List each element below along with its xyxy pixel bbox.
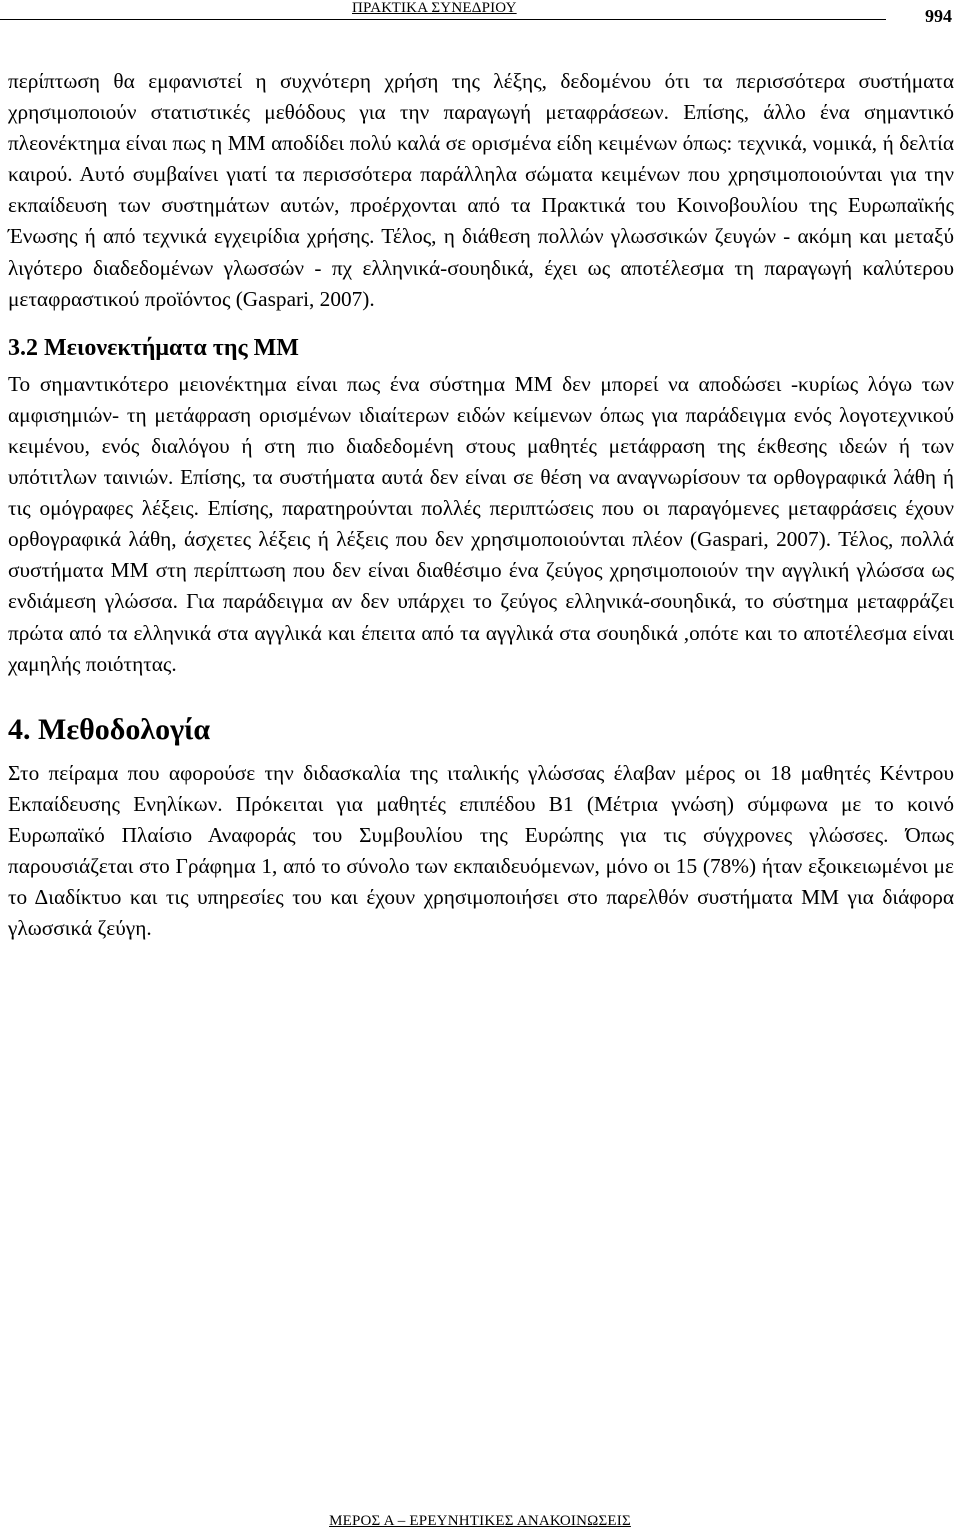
- running-header: [0, 0, 960, 24]
- page-number: 994: [925, 6, 952, 26]
- section-heading-3-2: 3.2 Μειονεκτήματα της ΜΜ: [8, 334, 299, 361]
- section-heading-4: 4. Μεθοδολογία: [8, 712, 211, 746]
- paragraph-advantages: περίπτωση θα εμφανιστεί η συχνότερη χρήση της λέξης, δεδομένου ότι τα περισσότερα συστήματα χρησιμοποιούν στατιστικές μεθόδους για την παραγωγή μεταφράσεων. Επίσης, άλλο ένα σημαντικό πλεονέκτημα είναι πως η ΜΜ αποδίδει πολύ καλά σε ορισμένα είδη κειμένων όπως: τεχνικά, νομικά, ή δελτία καιρού. Αυτό συμβαίνει γιατί τα περισσότερα παράλληλα σώματα κειμένων που χρησιμοποιούνται για την εκπαίδευση των συστημάτων αυτών, προέρχονται από τα Πρακτικά του Κοινοβουλίου της Ευρωπαϊκής Ένωσης ή από τεχνικά εγχειρίδια χρήσης. Τέλος, η διάθεση πολλών γλωσσικών ζευγών - ακόμη και μεταξύ λιγότερο διαδεδομένων γλωσσών - πχ ελληνικά-σουηδικά, έχει ως αποτέλεσμα τη παραγωγή καλύτερου μεταφραστικού προϊόντος (Gaspari, 2007).: [8, 69, 954, 311]
- running-title: ΠΡΑΚΤΙΚΑ ΣΥΝΕΔΡΙΟΥ: [352, 0, 517, 16]
- header-divider: [0, 19, 886, 20]
- page-footer: ΜΕΡΟΣ Α – ΕΡΕΥΝΗΤΙΚΕΣ ΑΝΑΚΟΙΝΩΣΕΙΣ: [329, 1513, 631, 1529]
- paragraph-methodology: Στο πείραμα που αφορούσε την διδασκαλία της ιταλικής γλώσσας έλαβαν μέρος οι 18 μαθητές Κέντρου Εκπαίδευσης Ενηλίκων. Πρόκειται για μαθητές επιπέδου Β1 (Μέτρια γνώση) σύμφωνα με το κοινό Ευρωπαϊκό Πλαίσιο Αναφοράς του Συμβουλίου της Ευρώπης για τις σύγχρονες γλώσσες. Όπως παρουσιάζεται στο Γράφημα 1, από το σύνολο των εκπαιδευόμενων, μόνο οι 15 (78%) ήταν εξοικειωμένοι με το Διαδίκτυο και τις υπηρεσίες του και έχουν χρησιμοποιήσει στο παρελθόν συστήματα ΜΜ για διάφορα γλωσσικά ζεύγη.: [8, 760, 954, 941]
- paragraph-disadvantages: Το σημαντικότερο μειονέκτημα είναι πως ένα σύστημα ΜΜ δεν μπορεί να αποδώσει -κυρίως λόγω των αμφισημιών- τη μετάφραση ορισμένων ιδιαίτερων ειδών κείμενων όπως για παράδειγμα ενός λογοτεχνικού κειμένου, ενός διαλόγου ή στη πιο διαδεδομένη στους μαθητές μετάφραση της έκθεσης ιδεών ή των υπότιτλων ταινιών. Επίσης, τα συστήματα αυτά δεν είναι σε θέση να αναγνωρίσουν τα ορθογραφικά λάθη ή τις ομόγραφες λέξεις. Επίσης, παρατηρούνται πολλές περιπτώσεις που οι παραγόμενες μεταφράσεις έχουν ορθογραφικά λάθη, άσχετες λέξεις ή λέξεις που δεν χρησιμοποιούνται πλέον (Gaspari, 2007). Τέλος, πολλά συστήματα ΜΜ στη περίπτωση που δεν είναι διαθέσιμο ένα ζεύγος χρησιμοποιούν την αγγλική γλώσσα ως ενδιάμεση γλώσσα. Για παράδειγμα αν δεν υπάρχει το ζεύγος ελληνικά-σουηδικά, το σύστημα μεταφράζει πρώτα από τα ελληνικά στα αγγλικά και έπειτα από τα αγγλικά στα σουηδικά ,οπότε και το αποτέλεσμα είναι χαμηλής ποιότητας.: [8, 371, 954, 676]
- document-body: [8, 66, 954, 944]
